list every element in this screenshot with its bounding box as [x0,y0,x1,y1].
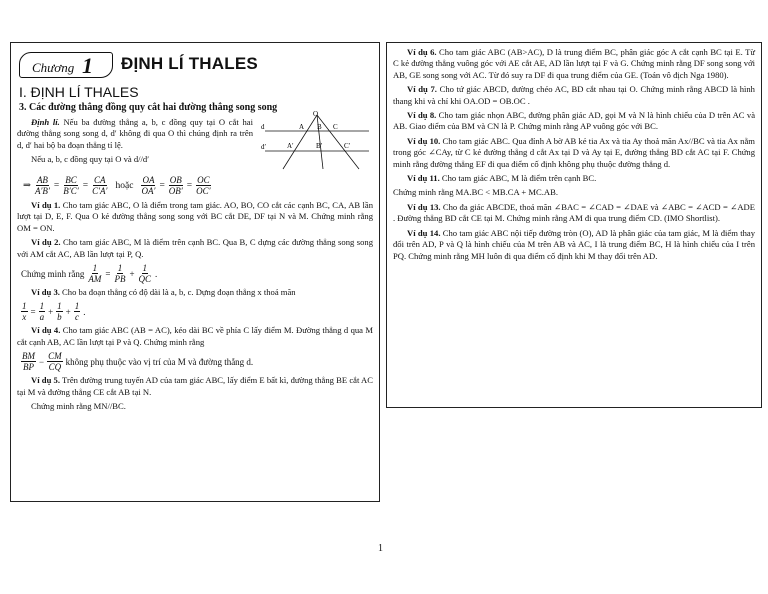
fig-label-d-prime: d′ [261,143,267,151]
example-2: Ví dụ 2. Cho tam giác ABC, M là điểm trên cạnh BC. Qua B, C dựng các đường thẳng song song với AM cắt AC, AB lần lượt tại P, Q. [17,237,373,259]
example-10: Ví dụ 10. Cho tam giác ABC. Qua đỉnh A bờ AB kẻ tia Ax và tia Ay thoả mãn Ax//BC và tia Ax nằm trong góc ∠CAy, từ C kẻ đường thẳng d cắt Ax tại D và Ay tại E, đường thẳng BD cắt AC tại F. Chứng minh rằng đường thẳng EF đi qua điểm cố định không phụ thuộc đường thẳng d. [393,135,755,169]
definition-label: Định lí. [31,117,60,127]
fig-label-b-prime: B′ [316,142,323,150]
section-title: I. ĐỊNH LÍ THALES [19,84,139,100]
subsection-title: 3. Các đường thẳng đồng quy cắt hai đường thẳng song song [19,102,278,113]
definition-block [17,111,373,173]
example-5-conclusion: Chứng minh rằng MN//BC. [31,401,126,412]
fig-label-c: C [333,123,338,131]
example-3-formula: $\frac{1}{x}$ = $\frac{1}{a}$ + $\frac{1}{b}$ + $\frac{1}{c}$ . [22,301,86,323]
page-number: 1 [378,543,383,554]
fig-label-d: d [261,123,265,131]
definition-text: Nếu ba đường thẳng a, b, c đồng quy tại O cắt hai đường thẳng song song d, d′ không đi qua O thì chúng định ra trên d, d′ hai bộ ba đoạn thẳng tỉ lệ. [17,117,254,150]
chapter-header [17,48,373,84]
frac-ca: $\frac{CA}{C'A'}$ [92,175,108,196]
example-7: Ví dụ 7. Cho tứ giác ABCD, đường chéo AC, BD cắt nhau tại O. Chứng minh rằng ABCD là hình thang khi và chỉ khi OA.OD = OB.OC . [393,84,755,106]
frac-ob: $\frac{OB}{OB'}$ [168,175,183,196]
frac-oc: $\frac{OC}{OC'}$ [196,175,211,196]
thales-formula: ⇒ $\frac{AB}{A'B'}$ = $\frac{BC}{B'C'}$ = $\frac{CA}{C'A'}$ hoặc $\frac{OA}{OA'}$ = $\frac{OB}{OB'}$ = $\frac{OC}{OC'}$ [23,175,211,196]
fig-label-a-prime: A′ [287,142,294,150]
fig-label-o: O [313,111,319,118]
definition-condition: Nếu a, b, c đồng quy tại O và d//d′ [31,154,150,165]
implies-sign: ⇒ [23,181,31,191]
example-4: Ví dụ 4. Cho tam giác ABC (AB = AC), kéo dài BC về phía C lấy điểm M. Đường thẳng d qua M cắt cạnh AB, AC lần lượt tại P và Q. Chứng minh rằng [17,325,373,347]
chapter-word: Chương [32,60,75,75]
fig-label-b: B [317,123,322,131]
right-column [386,42,762,408]
left-column [10,42,380,502]
example-1: Ví dụ 1. Cho tam giác ABC, O là điểm trong tam giác. AO, BO, CO cắt các cạnh BC, CA, AB lần lượt tại D, E, F. Qua O kẻ đường thẳng song song với BC cắt DE, DF tại N và M. Chứng minh rằng OM = ON. [17,200,373,233]
chapter-title: ĐỊNH LÍ THALES [121,54,258,73]
example-8: Ví dụ 8. Cho tam giác nhọn ABC, đường phân giác AD, gọi M và N là hình chiếu của D trên AC và AB. Giao điểm của BM và CN là P. Chứng minh rằng AP vuông góc với BC. [393,110,756,132]
example-11-conclusion: Chứng minh rằng MA.BC < MB.CA + MC.AB. [393,187,559,198]
example-3: Ví dụ 3. Cho ba đoạn thẳng có độ dài là a, b, c. Dựng đoạn thẳng x thoả mãn [31,287,296,298]
thales-figure [261,111,373,173]
example-5: Ví dụ 5. Trên đường trung tuyến AD của tam giác ABC, lấy điểm E bất kì, đường thẳng BE cắt AC tại M và đường thẳng CE cắt AB tại N. [17,375,373,397]
example-4-formula: $\frac{BM}{BP}$ − $\frac{CM}{CQ}$ không phụ thuộc vào vị trí của M và đường thẳng d. [22,351,254,373]
chapter-badge [19,52,113,78]
frac-oa: $\frac{OA}{OA'}$ [141,175,156,196]
chapter-number: 1 [82,53,93,78]
example-13: Ví dụ 13. Cho đa giác ABCDE, thoả mãn ∠BAC = ∠CAD = ∠DAE và ∠ABC = ∠ACD = ∠ADE . Đường thẳng BD cắt CE tại M. Chứng minh rằng AM đi qua trung điểm CD. (IMO Shortlist). [393,201,755,224]
or-word: hoặc [115,180,134,191]
definition-paragraph [17,117,253,151]
fig-label-c-prime: C′ [344,142,351,150]
example-11: Ví dụ 11. Cho tam giác ABC, M là điểm trên cạnh BC. [407,173,597,184]
frac-bc: $\frac{BC}{B'C'}$ [63,175,79,196]
example-6: Ví dụ 6. Cho tam giác ABC (AB>AC), D là trung điểm BC, phân giác góc A cắt cạnh BC tại E. Từ C kẻ đường thẳng vuông góc với AE cắt AE, AD lần lượt tại F và G. Chứng minh rằng DF song song với AB, GE song song với AC. Từ đó suy ra DF đi qua trung điểm của GE. (Toán vô địch Nga 1980). [393,47,755,80]
example-14: Ví dụ 14. Cho tam giác ABC nội tiếp đường tròn (O), AD là phân giác của tam giác, M là điểm thay đổi trên AD, P và Q là hình chiếu của M trên AB và AC, I là trung điểm BC, H là hình chiếu của I trên PQ. Chứng minh rằng MH luôn đi qua điểm cố định khi M thay đổi trên AD. [393,227,755,261]
frac-ab: $\frac{AB}{A'B'}$ [34,175,50,196]
example-2-formula: Chứng minh rằng $\frac{1}{AM}$ = $\frac{1}{PB}$ + $\frac{1}{QC}$ . [21,263,158,285]
fig-label-a: A [299,123,305,131]
